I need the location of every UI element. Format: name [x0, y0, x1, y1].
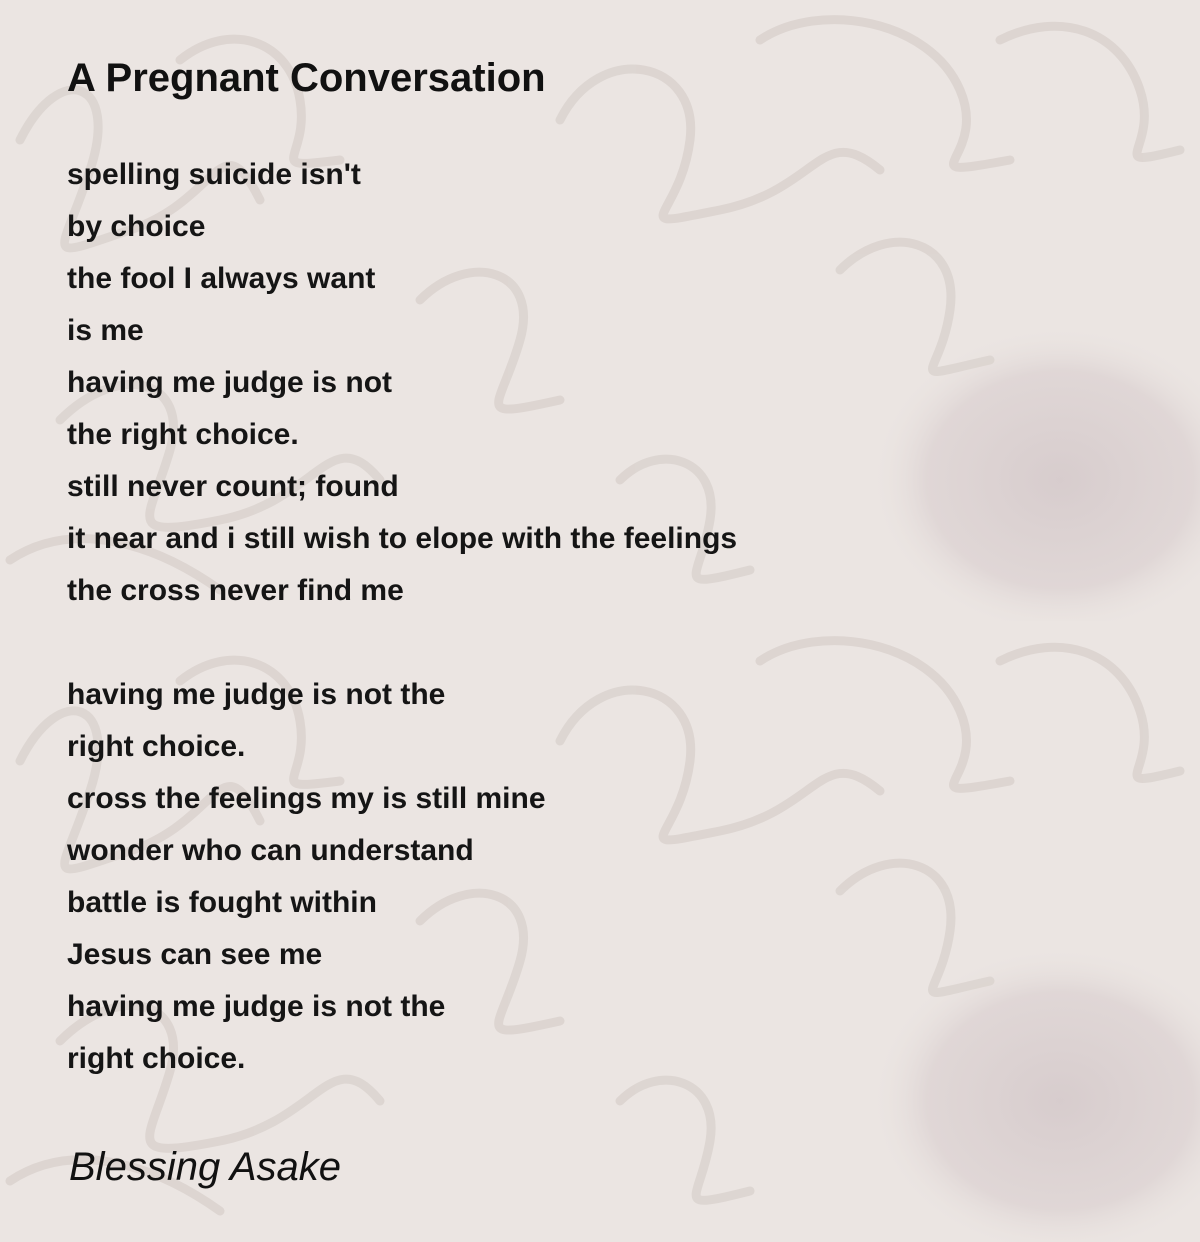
poem-line: spelling suicide isn't	[67, 158, 361, 191]
poem-line: having me judge is not the	[67, 678, 446, 711]
stanza-1	[67, 149, 737, 617]
stanza-2	[67, 669, 737, 1085]
poem-line: it near and i still wish to elope with the feelings	[67, 522, 738, 555]
poem-line: having me judge is not the	[67, 990, 446, 1023]
poem-title: A Pregnant Conversation	[67, 56, 546, 100]
poem-line: the right choice.	[67, 418, 299, 451]
poem-body	[67, 149, 737, 1085]
poem-line: having me judge is not	[67, 366, 393, 399]
poem-line: the cross never find me	[67, 574, 404, 607]
poem-line: by choice	[67, 210, 206, 243]
poem-line: cross the feelings my is still mine	[67, 782, 546, 815]
poem-line: battle is fought within	[67, 886, 377, 919]
poem-line: Jesus can see me	[67, 938, 323, 971]
poem-line: right choice.	[67, 1042, 246, 1075]
poem-line: right choice.	[67, 730, 246, 763]
ink-blot	[870, 946, 1200, 1242]
poem-line: the fool I always want	[67, 262, 376, 295]
poem-author: Blessing Asake	[69, 1145, 341, 1189]
poem-line: wonder who can understand	[67, 834, 474, 867]
poem-line: is me	[67, 314, 144, 347]
ink-blot	[870, 325, 1200, 621]
poem-line: still never count; found	[67, 470, 399, 503]
